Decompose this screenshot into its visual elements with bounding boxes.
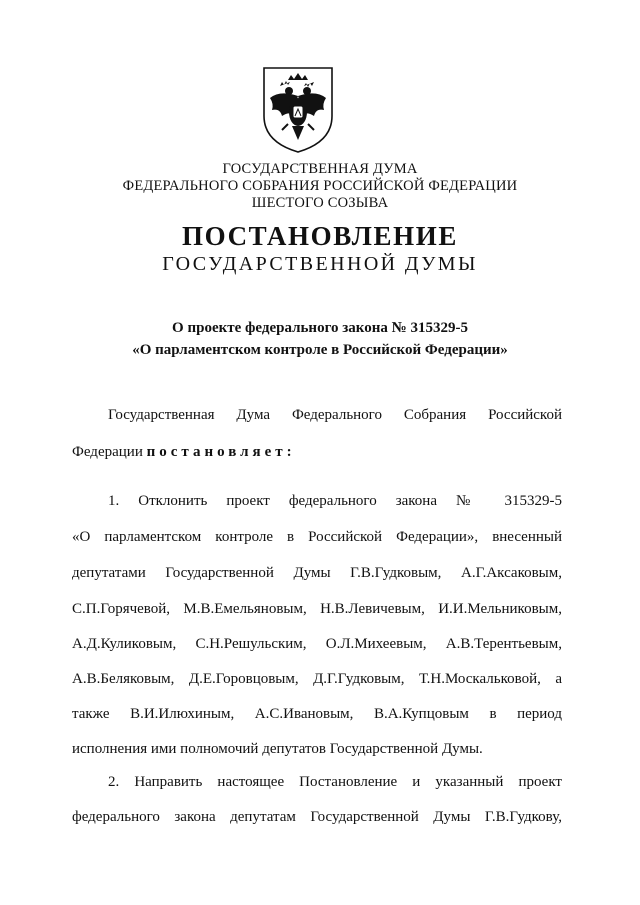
document-type-title: ПОСТАНОВЛЕНИЕ [182,221,458,251]
item-1-line: «О парламентском контроле в Российской Федерации», внесенный [72,529,562,545]
org-name-line-1: ГОСУДАРСТВЕННАЯ ДУМА [222,161,418,177]
item-1-line: С.П.Горячевой, М.В.Емельяновым, Н.В.Левичевым, И.И.Мельниковым, [72,601,562,617]
preamble-federation-word: Федерации [72,444,143,460]
subject-line-1: О проекте федерального закона № 315329-5 [172,320,468,336]
document-issuer-subtitle: ГОСУДАРСТВЕННОЙ ДУМЫ [162,253,478,275]
org-name-line-2: ФЕДЕРАЛЬНОГО СОБРАНИЯ РОССИЙСКОЙ ФЕДЕРАЦИИ [122,178,518,194]
decree-word: постановляет: [146,444,296,460]
coat-of-arms-icon [258,64,338,154]
subject-line-2: «О парламентском контроле в Российской Федерации» [132,342,508,358]
preamble-line-1: Государственная Дума Федерального Собрания Российской [108,407,562,423]
item-1-line: А.В.Беляковым, Д.Е.Горовцовым, Д.Г.Гудковым, Т.Н.Москальковой, а [72,671,562,687]
item-1-line: также В.И.Илюхиным, А.С.Ивановым, В.А.Купцовым в период [72,706,562,722]
item-2-line: 2. Направить настоящее Постановление и указанный проект [108,774,562,790]
item-1-line: исполнения ими полномочий депутатов Государственной Думы. [72,741,483,757]
item-1-line: А.Д.Куликовым, С.Н.Решульским, О.Л.Михеевым, А.В.Терентьевым, [72,636,562,652]
item-1-line: 1. Отклонить проект федерального закона № 315329-5 [108,493,562,509]
item-1-line: депутатами Государственной Думы Г.В.Гудковым, А.Г.Аксаковым, [72,565,562,581]
preamble-line-2 [72,443,562,461]
item-2-line: федерального закона депутатам Государственной Думы Г.В.Гудкову, [72,809,562,825]
convocation-line: ШЕСТОГО СОЗЫВА [251,195,389,211]
